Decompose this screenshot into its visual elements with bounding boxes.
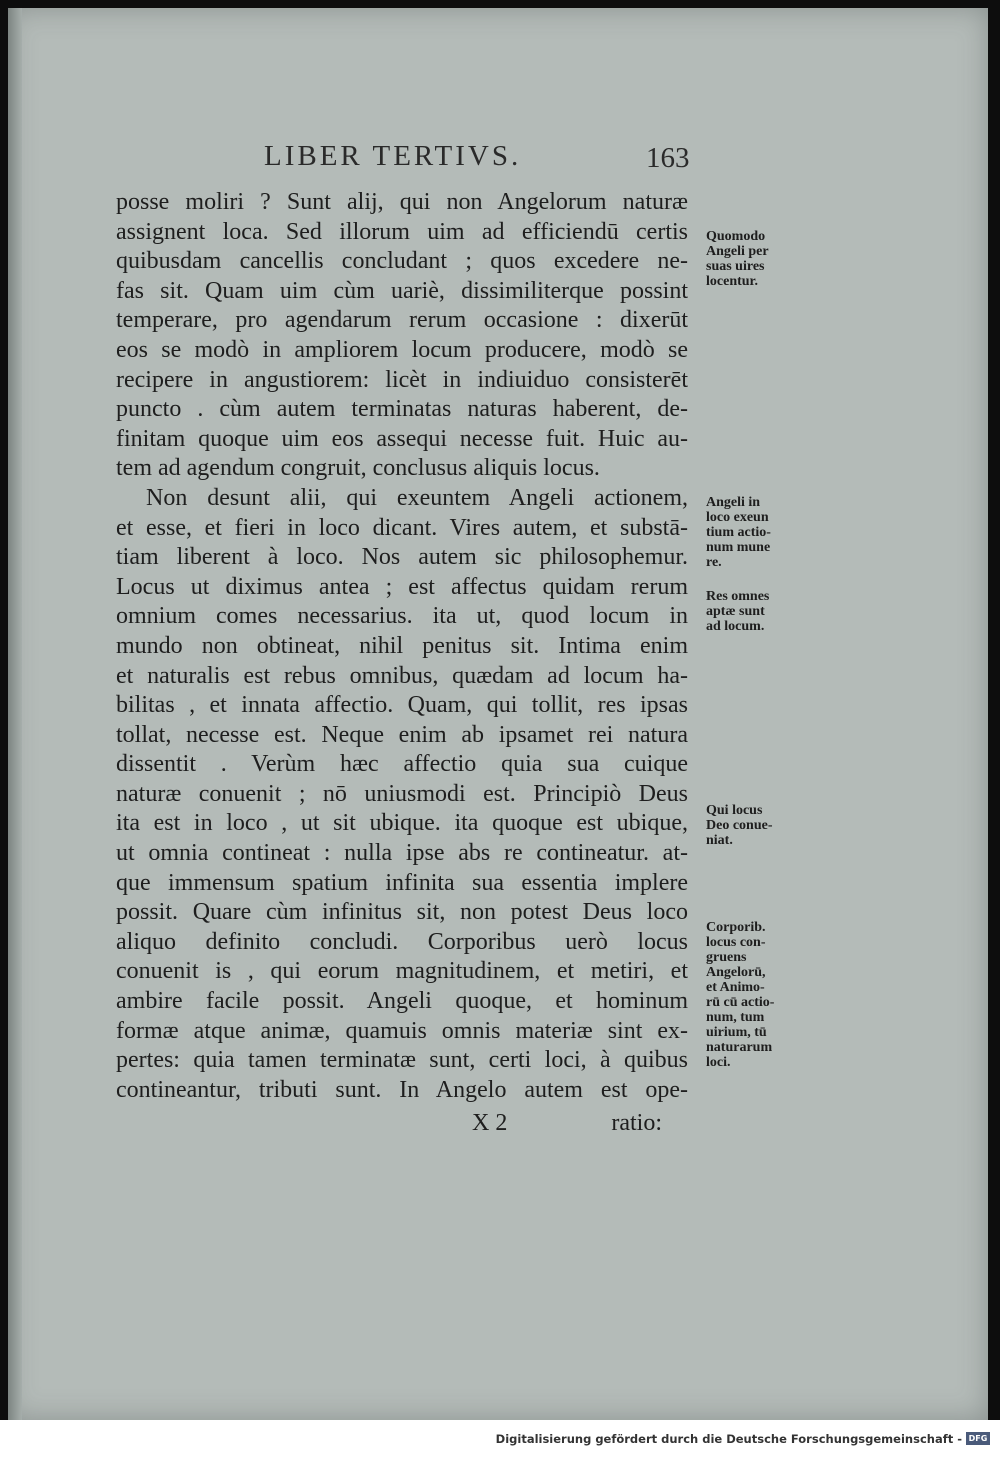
text-line: formæ atque animæ, quamuis omnis materiæ sint ex-: [116, 1017, 688, 1044]
marginal-note-line: et Animo-: [706, 980, 765, 995]
text-line: mundo non obtineat, nihil penitus sit. Intima enim: [116, 632, 688, 659]
marginal-note-line: rū cū actio-: [706, 995, 775, 1010]
text-line: eos se modò in ampliorem locum producere, modò se: [116, 336, 688, 363]
text-line: temperare, pro agendarum rerum occasione : dixerūt: [116, 307, 688, 334]
marginal-note-4: [706, 803, 773, 848]
marginal-note-line: tium actio-: [706, 525, 771, 540]
dfg-logo: DFG: [966, 1432, 990, 1445]
text-line: aliquo definito concludi. Corporibus uerò locus: [116, 928, 688, 955]
marginal-note-line: loco exeun: [706, 510, 769, 525]
marginal-note-line: uirium, tū: [706, 1025, 767, 1040]
text-line: et naturalis est rebus omnibus, quædam ad locum ha-: [116, 662, 688, 689]
marginal-note-line: Angeli in: [706, 495, 761, 510]
marginal-note-line: Corporib.: [706, 920, 766, 935]
marginal-note-5: [706, 920, 774, 1070]
marginal-note-line: Res omnes: [706, 589, 770, 604]
marginal-note-2: [706, 495, 771, 570]
marginal-note-line: suas uires: [706, 259, 765, 274]
catchword-line: [472, 1110, 662, 1137]
text-line: que immensum spatium infinita sua essentia implere: [116, 869, 688, 896]
text-line: puncto . cùm autem terminatas naturas haberent, de-: [116, 396, 688, 423]
marginal-note-line: niat.: [706, 833, 733, 848]
marginal-note-line: locentur.: [706, 274, 758, 289]
text-line: et esse, et fieri in loco dicant. Vires autem, et substā-: [116, 514, 688, 541]
text-line: contineantur, tributi sunt. In Angelo autem est ope-: [116, 1076, 688, 1103]
marginal-note-3: [706, 589, 769, 634]
text-line: pertes: quia tamen terminatæ sunt, certi loci, à quibus: [116, 1047, 688, 1074]
marginal-note-line: Deo conue-: [706, 818, 773, 833]
text-line: quibusdam cancellis concludant ; quos excedere ne-: [116, 248, 688, 275]
text-line: naturæ conuenit ; nō uniusmodi est. Principiò Deus: [116, 780, 688, 807]
footer-bar: [0, 1420, 1000, 1467]
marginal-note-line: naturarum: [706, 1040, 773, 1055]
marginal-note-line: num mune: [706, 540, 771, 555]
book-spine-shadow: [8, 8, 22, 1420]
catchword: ratio:: [611, 1110, 662, 1136]
text-line: tem ad agendum congruit, conclusus aliquis locus.: [116, 455, 600, 482]
text-line: ambire facile possit. Angeli quoque, et hominum: [116, 988, 688, 1015]
text-line: assignent loca. Sed illorum uim ad efficiendū certis: [116, 218, 688, 245]
marginal-note-line: ad locum.: [706, 619, 765, 634]
running-header-title: LIBER TERTIVS.: [264, 140, 522, 172]
page-number: 163: [646, 142, 690, 174]
text-line: posse moliri ? Sunt alij, qui non Angelorum naturæ: [116, 189, 688, 215]
text-line: Locus ut diximus antea ; est affectus quidam rerum: [116, 573, 688, 600]
marginal-note-line: gruens: [706, 950, 747, 965]
marginal-note-line: Angeli per: [706, 244, 769, 259]
marginal-note-line: re.: [706, 555, 722, 570]
funding-notice: Digitalisierung gefördert durch die Deutsche Forschungsgemeinschaft -: [495, 1432, 962, 1446]
marginal-note-line: num, tum: [706, 1010, 765, 1025]
marginal-note-1: [706, 229, 769, 289]
marginal-note-line: Quomodo: [706, 229, 766, 244]
text-line: possit. Quare cùm infinitus sit, non potest Deus loco: [116, 899, 688, 926]
text-line: dissentit . Verùm hæc affectio quia sua cuique: [116, 751, 688, 778]
main-text-block: [116, 188, 688, 1105]
text-line: Non desunt alii, qui exeuntem Angeli actionem,: [146, 484, 688, 511]
marginal-note-line: loci.: [706, 1055, 731, 1070]
text-line: recipere in angustiorem: licèt in indiuiduo consisterēt: [116, 366, 688, 393]
text-line: ita est in loco , ut sit ubique. ita quoque est ubique,: [116, 810, 688, 837]
signature-mark: X 2: [472, 1110, 508, 1136]
marginal-note-line: aptæ sunt: [706, 604, 765, 619]
text-line: finitam quoque uim eos assequi necesse fuit. Huic au-: [116, 425, 688, 452]
marginal-note-line: Qui locus: [706, 803, 763, 818]
text-line: fas sit. Quam uim cùm uariè, dissimiliterque possint: [116, 277, 688, 304]
marginal-note-line: Angelorū,: [706, 965, 766, 980]
text-line: tiam liberent à loco. Nos autem sic philosophemur.: [116, 544, 688, 571]
text-line: conuenit is , qui eorum magnitudinem, et metiri, et: [116, 958, 688, 985]
text-line: ut omnia contineat : nulla ipse abs re contineatur. at-: [116, 840, 688, 867]
text-line: tollat, necesse est. Neque enim ab ipsamet rei natura: [116, 721, 688, 748]
text-line: omnium comes necessarius. ita ut, quod locum in: [116, 603, 688, 630]
text-line: bilitas , et innata affectio. Quam, qui tollit, res ipsas: [116, 692, 688, 719]
marginal-note-line: locus con-: [706, 935, 766, 950]
